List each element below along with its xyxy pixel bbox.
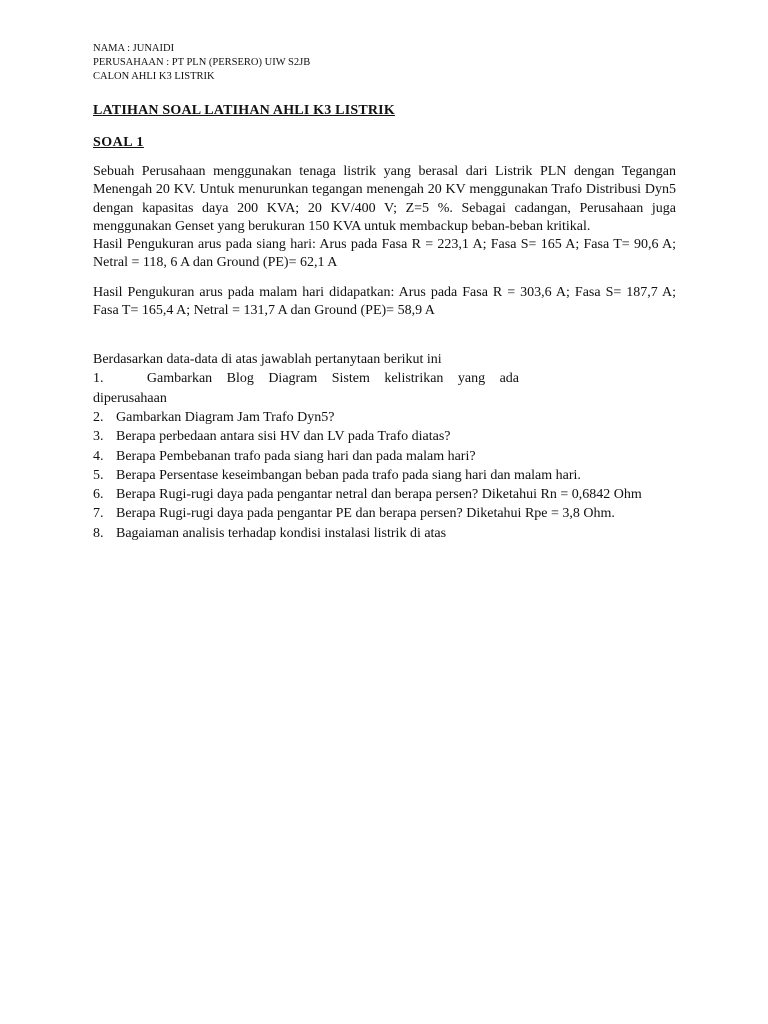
header-name: NAMA : JUNAIDI: [93, 43, 175, 54]
question-item-8: [93, 524, 676, 543]
question-text: Berapa Persentase keseimbangan beban pada trafo pada siang hari dan malam hari.: [116, 467, 581, 483]
question-text: Berapa Rugi-rugi daya pada pengantar PE dan berapa persen? Diketahui Rpe = 3,8 Ohm.: [116, 506, 615, 522]
question-item-1: [93, 369, 676, 408]
question-number: 7.: [93, 506, 104, 522]
question-item-7: [93, 504, 676, 523]
question-number: 8.: [93, 525, 104, 541]
day-measurement-paragraph: Hasil Pengukuran arus pada siang hari: Arus pada Fasa R = 223,1 A; Fasa S= 165 A; Fasa T= 90,6 A; Netral = 118, 6 A dan Ground (PE)= 62,1 A: [93, 237, 676, 271]
header-role: CALON AHLI K3 LISTRIK: [93, 71, 215, 82]
questions-intro: Berdasarkan data-data di atas jawablah pertanytaan berikut ini: [93, 352, 442, 368]
question-item-3: [93, 427, 676, 446]
question-text: Berapa Rugi-rugi daya pada pengantar netral dan berapa persen? Diketahui Rn = 0,6842 Ohm: [116, 487, 642, 503]
night-measurement-paragraph: Hasil Pengukuran arus pada malam hari didapatkan: Arus pada Fasa R = 303,6 A; Fasa S= 187,7 A; Fasa T= 165,4 A; Netral = 131,7 A dan Ground (PE)= 58,9 A: [93, 284, 676, 319]
document-title: LATIHAN SOAL LATIHAN AHLI K3 LISTRIK: [93, 103, 395, 118]
question-item-4: [93, 447, 676, 466]
question-number: 3.: [93, 429, 104, 445]
problem-paragraph: Sebuah Perusahaan menggunakan tenaga listrik yang berasal dari Listrik PLN dengan Tegangan Menengah 20 KV. Untuk menurunkan tegangan menengah 20 KV menggunakan Trafo Distribusi Dyn5 dengan kapasitas daya 200 KVA; 20 KV/400 V; Z=5 %. Sebagai cadangan, Perusahaan juga menggunakan Genset yang berukuran 150 KVA untuk membackup beban-beban kritikal.: [93, 164, 676, 234]
question-text: Bagaiaman analisis terhadap kondisi instalasi listrik di atas: [116, 525, 447, 541]
section-title: SOAL 1: [93, 135, 144, 150]
question-text: Gambarkan Blog Diagram Sistem kelistrikan yang ada: [146, 371, 519, 387]
question-number: 1.: [93, 371, 104, 387]
question-list: [93, 369, 676, 543]
question-text: Gambarkan Diagram Jam Trafo Dyn5?: [116, 409, 335, 425]
question-item-5: [93, 466, 676, 485]
question-item-6: [93, 485, 676, 504]
question-number: 2.: [93, 409, 104, 425]
question-number: 5.: [93, 467, 104, 483]
question-number: 6.: [93, 487, 104, 503]
header-company: PERUSAHAAN : PT PLN (PERSERO) UIW S2JB: [93, 57, 311, 68]
question-item-2: [93, 408, 676, 427]
question-text: Berapa Pembebanan trafo pada siang hari dan pada malam hari?: [116, 448, 476, 464]
question-text-continued: diperusahaan: [93, 390, 167, 406]
question-text: Berapa perbedaan antara sisi HV dan LV pada Trafo diatas?: [116, 429, 451, 445]
question-number: 4.: [93, 448, 104, 464]
document-page: [93, 42, 676, 543]
